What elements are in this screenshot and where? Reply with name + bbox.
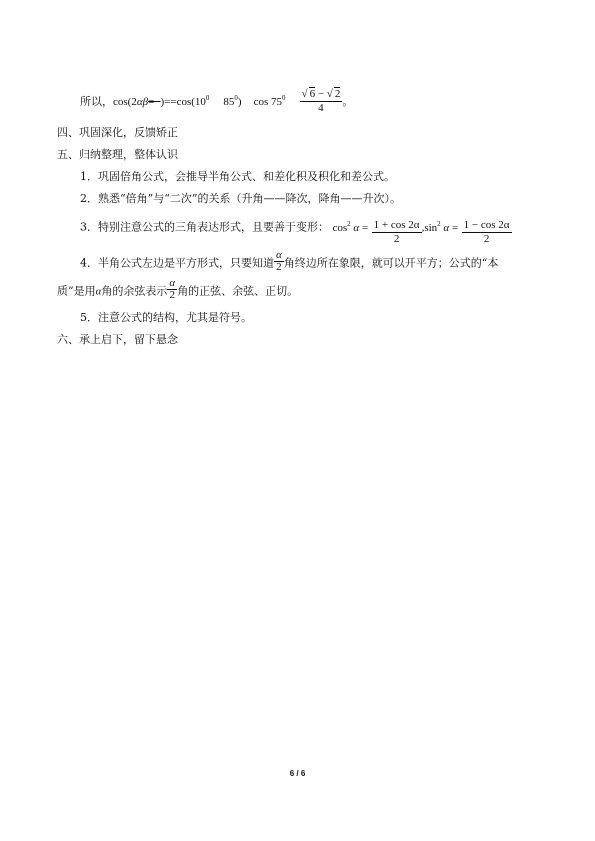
comma: , <box>421 221 425 234</box>
page-separator: / <box>294 769 301 778</box>
page-current: 6 <box>289 769 295 778</box>
formula-cos-open: cos(2 <box>113 96 137 108</box>
formula-prefix: 所以， <box>80 95 113 108</box>
degree-mark: 0 <box>234 94 238 102</box>
degree-mark: 0 <box>205 94 210 102</box>
formula-alpha: α <box>136 96 143 108</box>
formula-period: 。 <box>342 95 354 108</box>
fraction-sqrt6-minus-sqrt2-over-4 <box>300 87 343 115</box>
list-item-5: 5．注意公式的结构，尤其是符号。 <box>80 311 252 324</box>
fraction-alpha-over-2: $\frac{\alpha}{2}$ <box>276 249 282 273</box>
list-item-4-text-c: 质”是用 <box>57 284 96 298</box>
list-item-4-text-e: 角的正弦、余弦、正切。 <box>177 284 299 298</box>
section-heading-6: 六、承上启下，留下悬念 <box>57 333 178 346</box>
fraction-alpha-over-2: $\frac{\alpha}{2}$ <box>169 277 176 301</box>
sqrt-6: 6 <box>309 88 316 100</box>
alpha-symbol: α <box>95 285 102 298</box>
list-item-4-text-a: 4．半角公式左边是平方形式，只要知道 <box>80 256 274 270</box>
fraction-one-plus-cos2a: $\frac{1 + \cos 2\alpha}{2}$ <box>373 219 420 245</box>
degree-mark: 0 <box>282 94 286 102</box>
page-number <box>0 769 595 778</box>
sin-squared: $\sin^2 \alpha$ = <box>424 219 459 234</box>
list-item-4-line-1 <box>80 249 499 275</box>
section-heading-4: 四、巩固深化，反馈矫正 <box>57 126 178 139</box>
fraction-numerator: √ 6 − √ 2 <box>301 88 341 100</box>
list-item-2: 2．熟悉“倍角”与“二次”的关系（升角——降次，降角——升次）。 <box>80 192 401 205</box>
list-item-4-text-b: 角终边所在象限，就可以开平方；公式的“本 <box>283 256 499 270</box>
formula-cos75: cos 75 <box>253 96 283 108</box>
list-item-4-text-d: 角的余弦表示 <box>101 284 168 298</box>
cos-squared: $\cos^2 \alpha$ = <box>332 219 369 234</box>
formula-line-cos <box>80 88 353 116</box>
list-item-3 <box>80 214 512 245</box>
minus-sign: − <box>317 88 325 100</box>
list-item-1: 1．巩固倍角公式，会推导半角公式、和差化积及积化和差公式。 <box>80 170 395 183</box>
formula-strike: =− <box>148 96 161 108</box>
formula-eq-cos: )==cos(10 <box>160 96 206 108</box>
formula-beta: β <box>142 96 149 108</box>
fraction-one-minus-cos2a: $\frac{1 - \cos 2\alpha}{2}$ <box>463 219 510 245</box>
list-item-3-text: 3．特别注意公式的三角表达形式，且要善于变形： <box>80 220 329 234</box>
sqrt-2: 2 <box>334 88 341 100</box>
page-total: 6 <box>300 769 306 778</box>
list-item-4-line-2 <box>57 277 299 303</box>
formula-85: 85 <box>223 96 235 108</box>
section-heading-5: 五、归纳整理，整体认识 <box>57 148 178 161</box>
formula-close-paren: ) <box>237 96 242 108</box>
fraction-denominator: 4 <box>318 102 324 114</box>
